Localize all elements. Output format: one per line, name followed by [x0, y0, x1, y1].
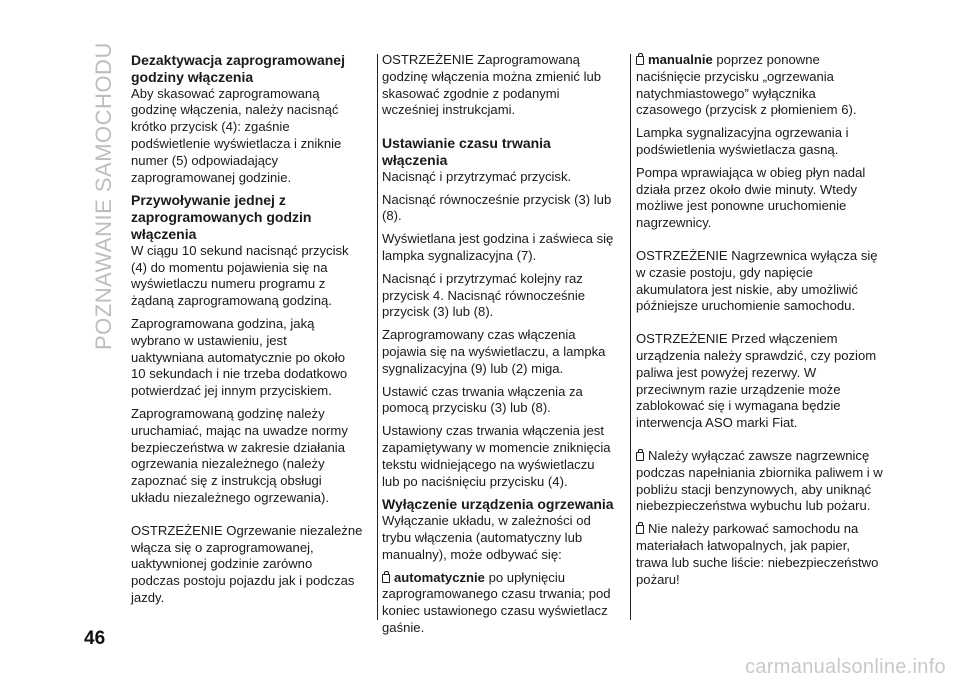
heading-heater-off: Wyłączenie urządzenia ogrzewania	[382, 496, 614, 513]
page-number: 46	[84, 628, 106, 649]
text-column-1	[131, 52, 363, 613]
paragraph: Lampka sygnalizacyjna ogrzewania i podświetlenia wyświetlacza gasną.	[636, 125, 849, 157]
bullet-text: poprzez ponowne naciśnięcie przycisku „ogrzewania natychmiastowego” wyłącznika czasowego (przycisk z płomieniem 6).	[636, 52, 857, 118]
paragraph: W ciągu 10 sekund nacisnąć przycisk (4) do momentu pojawienia się na wyświetlaczu numeru programu z żądaną zaprogramowaną godziną.	[131, 242, 349, 309]
paragraph: Zaprogramowana godzina, jaką wybrano w ustawieniu, jest uaktywniana automatycznie po około 10 sekundach i nie trzeba dodatkowo potwierdzać jej innym przyciskiem.	[131, 315, 348, 399]
paragraph: Nacisnąć równocześnie przycisk (3) lub (8).	[382, 191, 612, 224]
bullet-box-icon	[636, 525, 644, 534]
keyword: automatycznie	[394, 569, 485, 585]
text-column-2	[382, 52, 614, 643]
bullet-box-icon	[636, 56, 644, 65]
keyword: manualnie	[648, 52, 713, 67]
bullet-box-icon	[636, 452, 644, 461]
paragraph: Wyświetlana jest godzina i zaświeca się lampka sygnalizacyjna (7).	[382, 231, 614, 263]
heading-deactivation: Dezaktywacja zaprogramowanej godziny włączenia	[131, 52, 345, 85]
bullet-automatic	[382, 570, 614, 637]
paragraph: Ustawiony czas trwania włączenia jest zapamiętywany w momencie zniknięcia tekstu widniejącego na wyświetlaczu lub po naciśnięciu przycisku (4).	[382, 423, 611, 489]
section-side-title: POZNAWANIE SAMOCHODU	[91, 42, 116, 350]
warning-paragraph: OSTRZEŻENIE Zaprogramowaną godzinę włączenia można zmienić lub skasować zgodnie z podanymi wcześniej instrukcjami.	[382, 52, 602, 118]
bullet-item	[636, 448, 884, 515]
heading-duration-setting: Ustawianie czasu trwania włączenia	[382, 135, 551, 168]
paragraph: Aby skasować zaprogramowaną godzinę włączenia, należy nacisnąć krótko przycisk (4): zgaśnie podświetlenie wyświetlacza i zniknie numer (5) odpowiadający zaprogramowanej godzinie.	[131, 85, 342, 185]
warning-paragraph: OSTRZEŻENIE Ogrzewanie niezależne włącza się o zaprogramowanej, uaktywnionej godzinie zarówno podczas postoju pojazdu jak i podczas jazdy.	[131, 522, 363, 605]
heading-recall-program: Przywoływanie jednej z zaprogramowanych godzin włączenia	[131, 192, 312, 242]
paragraph: Ustawić czas trwania włączenia za pomocą przycisku (3) lub (8).	[382, 383, 583, 416]
watermark-text: carmanualsonline.info	[745, 656, 946, 678]
paragraph: Zaprogramowany czas włączenia pojawia się na wyświetlaczu, a lampka sygnalizacyjna (9) lub (2) miga.	[382, 327, 606, 376]
paragraph: Pompa wprawiająca w obieg płyn nadal działa przez około dwie minuty. Wtedy możliwe jest ponowne uruchomienie nagrzewnicy.	[636, 164, 866, 231]
column-divider	[377, 54, 378, 620]
paragraph: Nacisnąć i przytrzymać kolejny raz przycisk 4. Nacisnąć równocześnie przycisk (3) lub (8).	[382, 270, 586, 320]
bullet-item	[636, 521, 884, 588]
bullet-box-icon	[382, 574, 390, 583]
warning-paragraph: OSTRZEŻENIE Nagrzewnica wyłącza się w czasie postoju, gdy napięcie akumulatora jest niskie, aby umożliwić późniejsze uruchomienie samochodu.	[636, 247, 878, 314]
bullet-text: po upłynięciu zaprogramowanego czasu trwania; pod koniec ustawionego czasu wyświetlacz gaśnie.	[382, 569, 611, 635]
text-column-3	[636, 52, 884, 594]
paragraph: Nacisnąć i przytrzymać przycisk.	[382, 168, 572, 184]
column-divider	[630, 54, 631, 620]
paragraph: Wyłączanie układu, w zależności od trybu włączenia (automatyczny lub manualny), może odbywać się:	[382, 513, 591, 562]
bullet-text: Nie należy parkować samochodu na materiałach łatwopalnych, jak papier, trawa lub suche liście: niebezpieczeństwo pożaru!	[636, 521, 879, 587]
bullet-manual	[636, 52, 884, 119]
bullet-text: Należy wyłączać zawsze nagrzewnicę podczas napełniania zbiornika paliwem i w pobliżu stacji benzynowych, aby uniknąć niebezpieczeństwa wybuchu lub pożaru.	[636, 447, 883, 514]
warning-paragraph: OSTRZEŻENIE Przed włączeniem urządzenia należy sprawdzić, czy poziom paliwa jest powyżej rezerwy. W przeciwnym razie urządzenie może zablokować się i wymagana będzie interwencja ASO marki Fiat.	[636, 331, 877, 431]
paragraph: Zaprogramowaną godzinę należy uruchamiać, mając na uwadze normy bezpieczeństwa w zakresie działania ogrzewania niezależnego (należy zapoznać się z instrukcją obsługi układu niezależnego ogrzewania).	[131, 405, 348, 505]
